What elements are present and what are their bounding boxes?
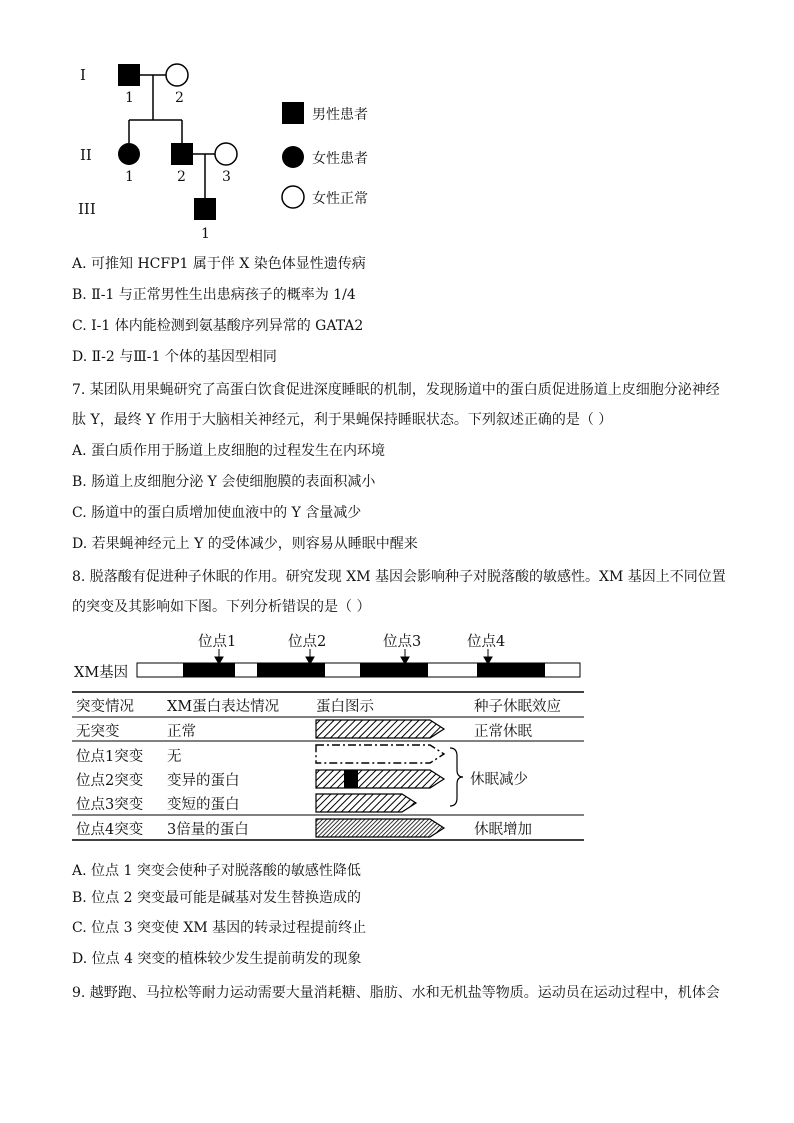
gene-exon-3 (360, 663, 428, 677)
table-row-mutation: 无突变 (76, 724, 120, 740)
q7-stem-line2: 肽 Y，最终 Y 作用于大脑相关神经元，利于果蝇保持睡眠状态。下列叙述正确的是（ ） (72, 412, 613, 428)
table-row-effect: 休眠减少 (470, 772, 528, 788)
q8-option-a: A. 位点 1 突变会使种子对脱落酸的敏感性降低 (72, 863, 361, 879)
q7-option-c: C. 肠道中的蛋白质增加使血液中的 Y 含量减少 (72, 505, 362, 521)
gene-exon-2 (257, 663, 325, 677)
pedigree-label-II-2: 2 (177, 169, 186, 185)
gene-exon-4 (477, 663, 545, 677)
protein-normal (316, 720, 444, 738)
q7-option-d: D. 若果蝇神经元上 Y 的受体减少，则容易从睡眠中醒来 (72, 536, 418, 552)
table-row-mutation: 位点4突变 (76, 822, 144, 838)
site-label-4: 位点4 (467, 634, 506, 650)
table-row-mutation: 位点3突变 (76, 797, 144, 813)
gene-label: XM基因 (74, 665, 129, 681)
protein-shortened (316, 794, 416, 812)
pedigree-label-I-1: 1 (125, 90, 134, 106)
table-row-expression: 3倍量的蛋白 (167, 822, 249, 838)
site-label-2: 位点2 (288, 634, 327, 650)
q9-stem-line1: 9. 越野跑、马拉松等耐力运动需要大量消耗糖、脂肪、水和无机盐等物质。运动员在运动过程中，机体会 (72, 985, 720, 1001)
pedigree-label-II-3: 3 (222, 169, 231, 185)
q8-option-b: B. 位点 2 突变最可能是碱基对发生替换造成的 (72, 890, 361, 906)
protein-triple (316, 819, 444, 837)
table-header-mutation: 突变情况 (76, 699, 134, 715)
table-row-expression: 无 (167, 749, 182, 765)
effect-brace (450, 748, 463, 806)
generation-label-III: III (78, 200, 96, 218)
q6-option-d: D. Ⅱ-2 与Ⅲ-1 个体的基因型相同 (72, 349, 277, 365)
q8-option-c: C. 位点 3 突变使 XM 基因的转录过程提前终止 (72, 920, 367, 936)
q8-stem-line2: 的突变及其影响如下图。下列分析错误的是（ ） (72, 599, 371, 615)
protein-variant-segment (344, 770, 358, 788)
pedigree-label-II-1: 1 (125, 169, 134, 185)
table-header-expression: XM蛋白表达情况 (167, 699, 280, 715)
table-header-diagram: 蛋白图示 (316, 699, 374, 715)
site-arrow-4 (484, 649, 492, 664)
site-label-1: 位点1 (198, 634, 237, 650)
table-row-effect: 休眠增加 (474, 822, 532, 838)
pedigree-label-I-2: 2 (175, 90, 184, 106)
table-row-effect: 正常休眠 (474, 724, 532, 740)
q7-option-b: B. 肠道上皮细胞分泌 Y 会使细胞膜的表面积减小 (72, 474, 376, 490)
table-row-mutation: 位点1突变 (76, 749, 144, 765)
legend-male-affected-label: 男性患者 (312, 107, 368, 123)
gene-exon-1 (183, 663, 235, 677)
generation-label-II: II (80, 146, 92, 164)
legend-female-affected-label: 女性患者 (312, 151, 368, 167)
q8-stem-line1: 8. 脱落酸有促进种子休眠的作用。研究发现 XM 基因会影响种子对脱落酸的敏感性。XM 基因上不同位置 (72, 569, 726, 585)
table-row-mutation: 位点2突变 (76, 773, 144, 789)
table-row-expression: 变异的蛋白 (167, 773, 240, 789)
pedigree-label-III-1: 1 (201, 226, 210, 242)
q6-option-b: B. Ⅱ-1 与正常男性生出患病孩子的概率为 1/4 (72, 287, 356, 303)
site-arrow-2 (306, 649, 314, 664)
q6-option-c: C. I-1 体内能检测到氨基酸序列异常的 GATA2 (72, 318, 364, 334)
table-row-expression: 正常 (167, 724, 196, 740)
site-label-3: 位点3 (383, 634, 422, 650)
q6-option-a: A. 可推知 HCFP1 属于伴 X 染色体显性遗传病 (72, 256, 366, 272)
q7-stem-line1: 7. 某团队用果蝇研究了高蛋白饮食促进深度睡眠的机制，发现肠道中的蛋白质促进肠道上皮细胞分泌神经 (72, 382, 720, 398)
site-arrow-1 (215, 649, 223, 664)
protein-absent (316, 745, 444, 763)
q8-option-d: D. 位点 4 突变的植株较少发生提前萌发的现象 (72, 951, 362, 967)
legend-female-normal-label: 女性正常 (312, 191, 368, 207)
protein-variant (316, 770, 444, 788)
site-arrow-3 (401, 649, 409, 664)
table-row-expression: 变短的蛋白 (167, 797, 240, 813)
table-header-effect: 种子休眠效应 (474, 699, 561, 715)
q7-option-a: A. 蛋白质作用于肠道上皮细胞的过程发生在内环境 (72, 443, 386, 459)
generation-label-I: I (80, 66, 86, 84)
